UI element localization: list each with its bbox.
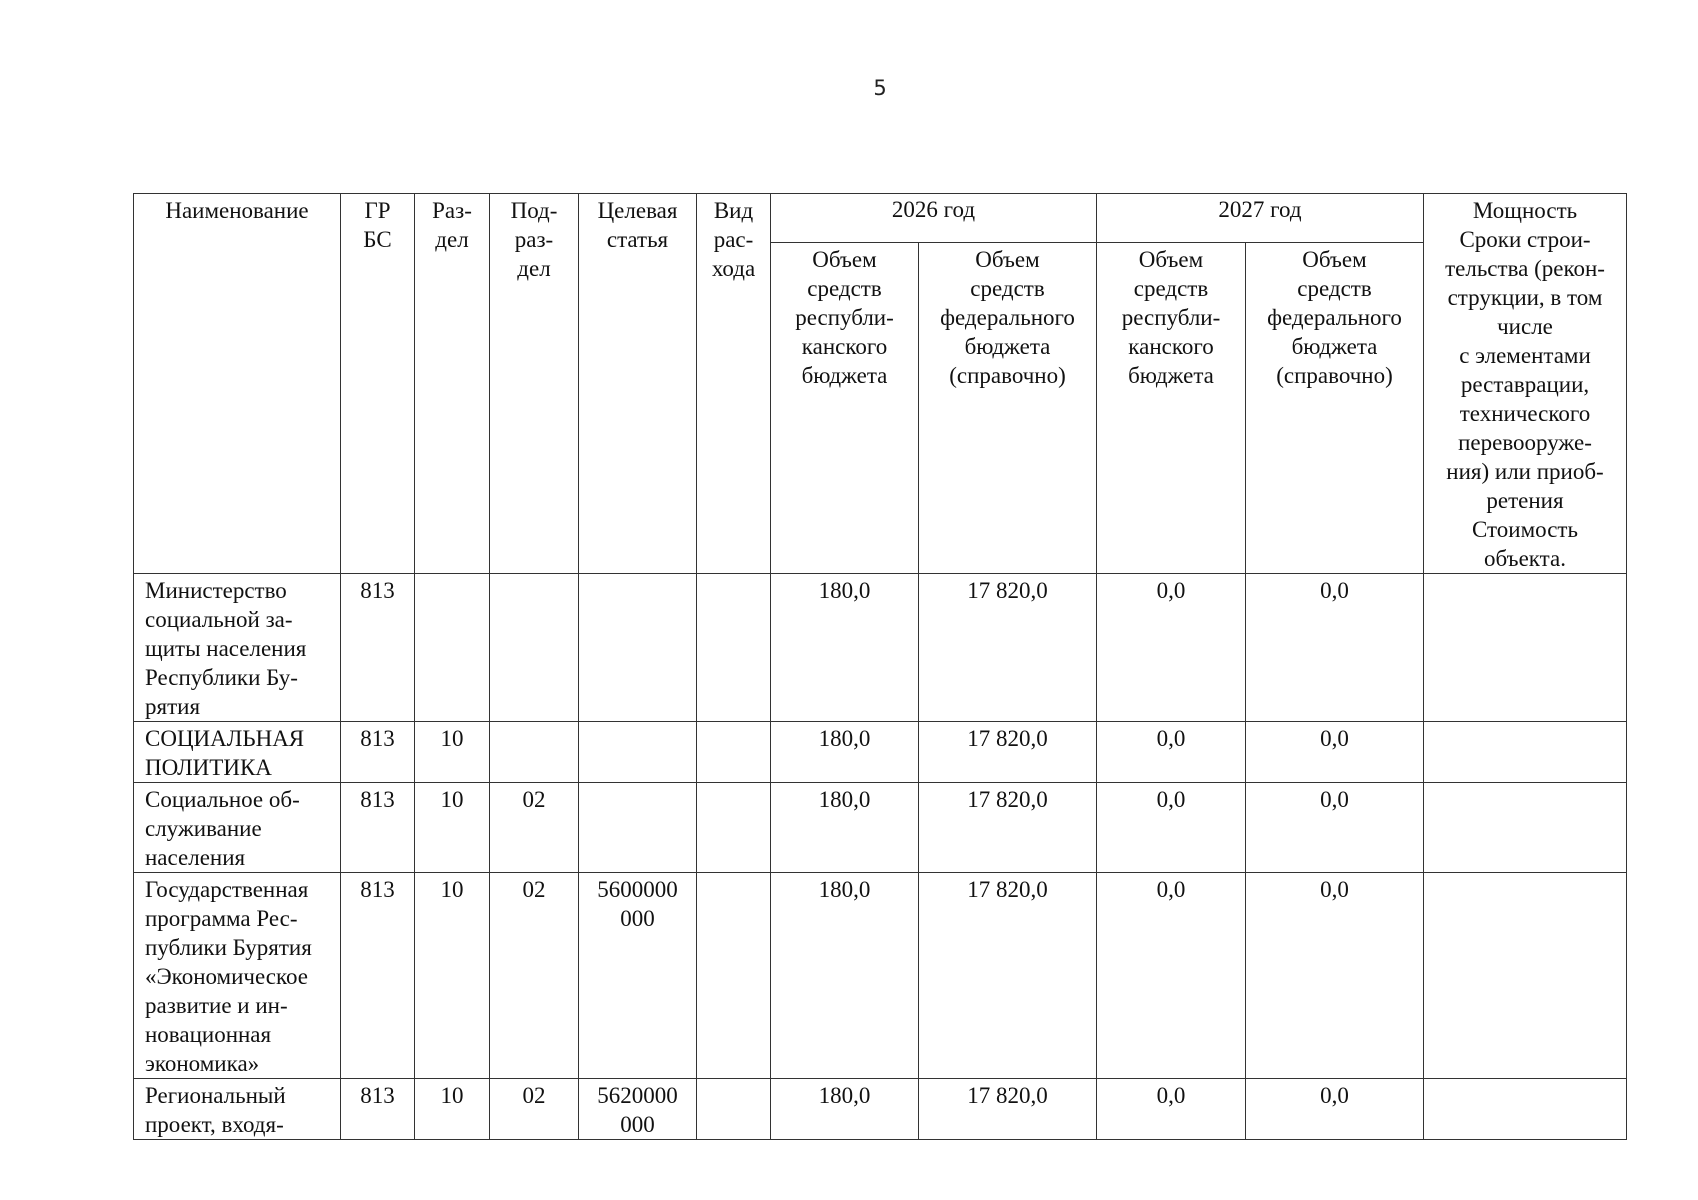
header-target-article	[579, 194, 697, 574]
cell-line: публики Бурятия	[145, 935, 312, 960]
page-number: 5	[873, 76, 887, 100]
cell-line: дел	[435, 227, 469, 252]
cell-line: средств	[1133, 275, 1209, 301]
republic-2026-cell: 180,0	[771, 783, 919, 873]
expense-type-cell	[697, 722, 771, 783]
subsection-cell: 02	[490, 873, 579, 1079]
cell-line: 000	[620, 906, 655, 931]
subsection-cell: 02	[490, 1079, 579, 1140]
cell-line: тельства (рекон-	[1445, 256, 1605, 281]
name-cell	[134, 783, 341, 873]
republic-2027-cell: 0,0	[1097, 783, 1246, 873]
federal-2027-cell: 0,0	[1246, 722, 1424, 783]
subsection-cell: 02	[490, 783, 579, 873]
cell-line: республи-	[795, 304, 894, 330]
budget-table	[133, 193, 1627, 1140]
cell-line: раз-	[514, 227, 554, 252]
cell-line: федерального	[940, 304, 1075, 330]
table-row	[134, 1079, 1627, 1140]
table-row	[134, 722, 1627, 783]
cell-line: СОЦИАЛЬНАЯ	[145, 726, 305, 751]
federal-2026-cell: 17 820,0	[919, 574, 1097, 722]
expense-type-cell	[697, 1079, 771, 1140]
cell-line: республи-	[1121, 304, 1221, 330]
cell-line: Мощность	[1472, 198, 1578, 223]
header-expense-type	[697, 194, 771, 574]
republic-2026-cell: 180,0	[771, 722, 919, 783]
cell-line: БС	[363, 227, 392, 252]
cell-line: ПОЛИТИКА	[145, 755, 272, 780]
cell-line: Объем	[1302, 246, 1367, 272]
cell-line: средств	[970, 275, 1045, 301]
cell-line: числе	[1497, 314, 1553, 339]
cell-line: Объем	[812, 246, 877, 272]
section-cell: 10	[415, 722, 490, 783]
cell-line: бюджета	[801, 362, 888, 388]
cell-line: служивание	[145, 816, 262, 841]
grbs-cell: 813	[341, 783, 415, 873]
federal-2027-cell: 0,0	[1246, 873, 1424, 1079]
cell-line: технического	[1459, 401, 1591, 426]
federal-2027-cell: 0,0	[1246, 1079, 1424, 1140]
target-article-cell	[579, 574, 697, 722]
grbs-cell: 813	[341, 873, 415, 1079]
cell-line: бюджета	[964, 333, 1051, 359]
capacity-cell	[1424, 1079, 1627, 1140]
table-body	[134, 574, 1627, 1140]
header-capacity	[1424, 194, 1627, 574]
cell-line: Региональный	[145, 1083, 286, 1108]
header-grbs	[341, 194, 415, 574]
cell-line: Наименование	[165, 198, 309, 223]
cell-line: новационная	[145, 1022, 272, 1047]
cell-line: статья	[606, 227, 669, 252]
cell-line: экономика»	[145, 1051, 260, 1076]
cell-line: проект, входя-	[145, 1112, 284, 1137]
republic-2026-cell: 180,0	[771, 1079, 919, 1140]
federal-2027-cell: 0,0	[1246, 574, 1424, 722]
cell-line: ГР	[364, 198, 391, 223]
cell-line: Объем	[1138, 246, 1204, 272]
header-subsection	[490, 194, 579, 574]
republic-2026-cell: 180,0	[771, 873, 919, 1079]
header-year-2027: 2027 год	[1097, 194, 1424, 243]
cell-line: Республики Бу-	[145, 665, 298, 690]
cell-line: Социальное об-	[145, 787, 300, 812]
name-cell	[134, 1079, 341, 1140]
section-cell: 10	[415, 783, 490, 873]
cell-line: Под-	[510, 198, 558, 223]
cell-line: Стоимость	[1472, 517, 1578, 542]
cell-line: социальной за-	[145, 607, 293, 632]
expense-type-cell	[697, 574, 771, 722]
cell-line: рас-	[713, 227, 754, 252]
grbs-cell: 813	[341, 574, 415, 722]
cell-line: ния) или приоб-	[1446, 459, 1604, 484]
cell-line: канского	[1128, 333, 1214, 359]
header-federal-2026	[919, 242, 1097, 574]
header-federal-2027	[1246, 242, 1424, 574]
cell-line: средств	[1297, 275, 1372, 301]
cell-line: хода	[711, 256, 756, 281]
name-cell	[134, 574, 341, 722]
grbs-cell: 813	[341, 1079, 415, 1140]
federal-2026-cell: 17 820,0	[919, 1079, 1097, 1140]
cell-line: Целевая	[597, 198, 678, 223]
cell-line: канского	[801, 333, 888, 359]
cell-line: федерального	[1267, 304, 1402, 330]
header-year-2026: 2026 год	[771, 194, 1097, 243]
expense-type-cell	[697, 783, 771, 873]
cell-line: бюджета	[1128, 362, 1214, 388]
cell-line: бюджета	[1291, 333, 1378, 359]
target-article-cell	[579, 783, 697, 873]
capacity-cell	[1424, 722, 1627, 783]
cell-line: Сроки строи-	[1459, 227, 1591, 252]
capacity-cell	[1424, 574, 1627, 722]
federal-2026-cell: 17 820,0	[919, 722, 1097, 783]
cell-line: 5620000	[597, 1083, 678, 1108]
cell-line: объекта.	[1484, 546, 1566, 571]
cell-line: рятия	[145, 694, 201, 719]
table-row	[134, 873, 1627, 1079]
cell-line: населения	[145, 845, 246, 870]
capacity-cell	[1424, 873, 1627, 1079]
cell-line: средств	[807, 275, 882, 301]
name-cell	[134, 722, 341, 783]
cell-line: (справочно)	[1276, 362, 1393, 388]
cell-line: ретения	[1486, 488, 1564, 513]
cell-line: перевооруже-	[1458, 430, 1592, 455]
cell-line: Министерство	[145, 578, 287, 603]
cell-line: 000	[620, 1112, 655, 1137]
section-cell	[415, 574, 490, 722]
cell-line: Раз-	[432, 198, 472, 223]
header-name	[134, 194, 341, 574]
table-header	[134, 194, 1627, 574]
header-republic-2026	[771, 242, 919, 574]
republic-2027-cell: 0,0	[1097, 1079, 1246, 1140]
cell-line: с элементами	[1459, 343, 1591, 368]
header-republic-2027	[1097, 242, 1246, 574]
federal-2026-cell: 17 820,0	[919, 873, 1097, 1079]
subsection-cell	[490, 574, 579, 722]
target-article-cell	[579, 722, 697, 783]
capacity-cell	[1424, 783, 1627, 873]
section-cell: 10	[415, 873, 490, 1079]
header-section	[415, 194, 490, 574]
section-cell: 10	[415, 1079, 490, 1140]
republic-2026-cell: 180,0	[771, 574, 919, 722]
republic-2027-cell: 0,0	[1097, 873, 1246, 1079]
name-cell	[134, 873, 341, 1079]
federal-2027-cell: 0,0	[1246, 783, 1424, 873]
target-article-cell	[579, 873, 697, 1079]
cell-line: щиты населения	[145, 636, 307, 661]
cell-line: струкции, в том	[1447, 285, 1603, 310]
target-article-cell	[579, 1079, 697, 1140]
cell-line: развитие и ин-	[145, 993, 288, 1018]
expense-type-cell	[697, 873, 771, 1079]
cell-line: дел	[517, 256, 551, 281]
federal-2026-cell: 17 820,0	[919, 783, 1097, 873]
cell-line: (справочно)	[949, 362, 1066, 388]
cell-line: реставрации,	[1460, 372, 1590, 397]
cell-line: 5600000	[597, 877, 678, 902]
table-row	[134, 574, 1627, 722]
cell-line: «Экономическое	[145, 964, 308, 989]
cell-line: Государственная	[145, 877, 309, 902]
table-row	[134, 783, 1627, 873]
cell-line: программа Рес-	[145, 906, 298, 931]
cell-line: Вид	[713, 198, 754, 223]
subsection-cell	[490, 722, 579, 783]
republic-2027-cell: 0,0	[1097, 574, 1246, 722]
grbs-cell: 813	[341, 722, 415, 783]
cell-line: Объем	[975, 246, 1040, 272]
republic-2027-cell: 0,0	[1097, 722, 1246, 783]
